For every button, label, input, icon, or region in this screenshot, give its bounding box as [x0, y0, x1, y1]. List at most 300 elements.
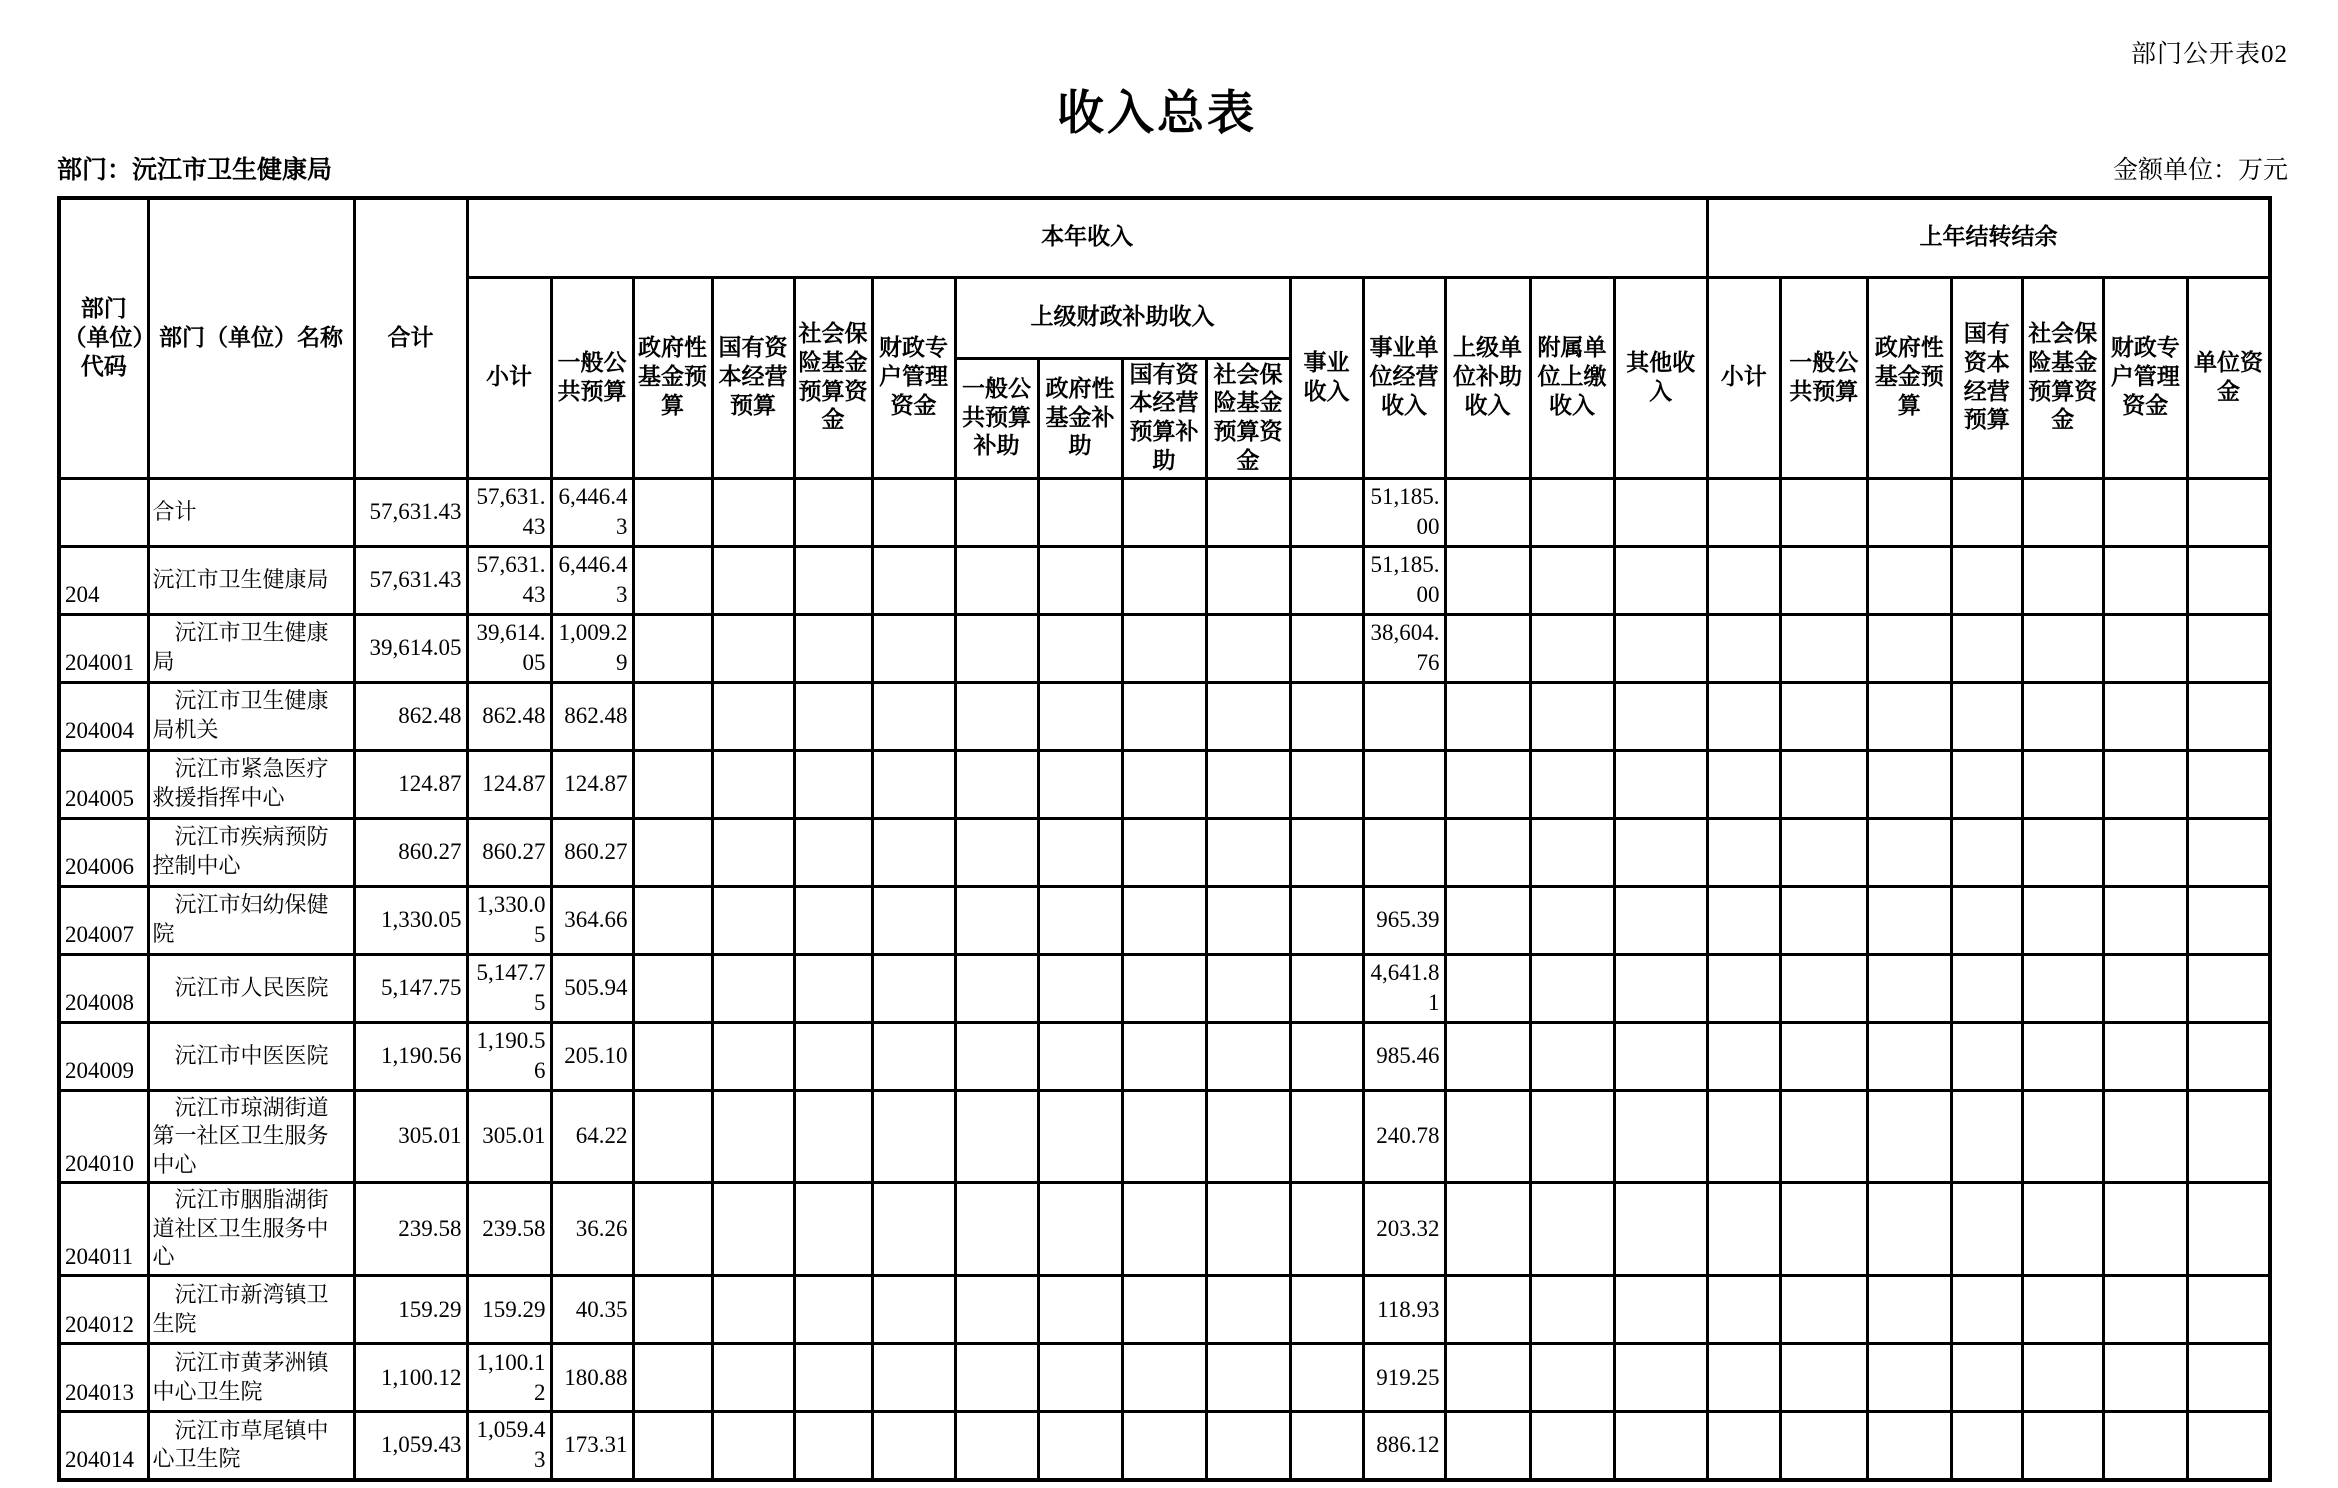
- value-cell: [2187, 1276, 2270, 1344]
- value-cell: [1038, 478, 1122, 546]
- value-cell: 860.27: [354, 818, 467, 886]
- name-cell: 沅江市琼湖街道第一社区卫生服务中心: [148, 1090, 354, 1183]
- value-cell: [1614, 750, 1707, 818]
- value-cell: [1206, 1344, 1290, 1412]
- code-cell: [59, 478, 148, 546]
- value-cell: 124.87: [467, 750, 551, 818]
- table-row: [59, 1344, 2270, 1412]
- value-cell: 5,147.75: [467, 954, 551, 1022]
- value-cell: [955, 750, 1038, 818]
- value-cell: [1707, 1090, 1780, 1183]
- value-cell: [1530, 750, 1614, 818]
- value-cell: [712, 1183, 794, 1276]
- code-cell: 204006: [59, 818, 148, 886]
- value-cell: [2187, 1344, 2270, 1412]
- value-cell: [1206, 1276, 1290, 1344]
- value-cell: [1122, 546, 1206, 614]
- value-cell: [1445, 750, 1530, 818]
- value-cell: [1290, 954, 1363, 1022]
- value-cell: 57,631.43: [467, 478, 551, 546]
- value-cell: [2022, 614, 2103, 682]
- value-cell: [955, 818, 1038, 886]
- value-cell: [712, 1276, 794, 1344]
- header-carryover-group: 上年结转结余: [1707, 198, 2270, 277]
- value-cell: 1,059.43: [467, 1412, 551, 1480]
- value-cell: 38,604.76: [1363, 614, 1445, 682]
- value-cell: [1290, 886, 1363, 954]
- value-cell: [794, 1344, 872, 1412]
- value-cell: [2103, 1183, 2187, 1276]
- value-cell: [2022, 750, 2103, 818]
- value-cell: 57,631.43: [354, 478, 467, 546]
- value-cell: [955, 1344, 1038, 1412]
- value-cell: [1614, 1276, 1707, 1344]
- value-cell: [712, 1412, 794, 1480]
- value-cell: [2103, 1022, 2187, 1090]
- value-cell: [1206, 682, 1290, 750]
- value-cell: [794, 1022, 872, 1090]
- value-cell: [1780, 614, 1867, 682]
- value-cell: [1206, 546, 1290, 614]
- value-cell: 1,330.05: [354, 886, 467, 954]
- value-cell: [955, 614, 1038, 682]
- value-cell: [1951, 614, 2022, 682]
- header-cy-general-budget: 一般公共预算: [551, 277, 633, 478]
- value-cell: [794, 954, 872, 1022]
- value-cell: [1530, 954, 1614, 1022]
- header-cy-gov-fund: 政府性基金预算: [633, 277, 712, 478]
- value-cell: [872, 1022, 955, 1090]
- value-cell: [1530, 1022, 1614, 1090]
- value-cell: [633, 1022, 712, 1090]
- value-cell: [2187, 546, 2270, 614]
- name-cell: 沅江市人民医院: [148, 954, 354, 1022]
- value-cell: [1707, 1344, 1780, 1412]
- value-cell: [1290, 478, 1363, 546]
- name-cell: 沅江市新湾镇卫生院: [148, 1276, 354, 1344]
- value-cell: [1445, 1412, 1530, 1480]
- header-co-gov-fund: 政府性基金预算: [1867, 277, 1951, 478]
- table-row: [59, 1412, 2270, 1480]
- code-cell: 204: [59, 546, 148, 614]
- value-cell: 51,185.00: [1363, 478, 1445, 546]
- value-cell: [1780, 478, 1867, 546]
- value-cell: [1867, 1090, 1951, 1183]
- value-cell: [1290, 1090, 1363, 1183]
- value-cell: [1206, 818, 1290, 886]
- name-cell: 合计: [148, 478, 354, 546]
- value-cell: [1290, 614, 1363, 682]
- value-cell: [712, 818, 794, 886]
- value-cell: [1951, 1183, 2022, 1276]
- value-cell: [1867, 1022, 1951, 1090]
- value-cell: [712, 750, 794, 818]
- value-cell: [712, 614, 794, 682]
- value-cell: [1951, 546, 2022, 614]
- value-cell: 240.78: [1363, 1090, 1445, 1183]
- value-cell: [1206, 1183, 1290, 1276]
- value-cell: [1530, 1183, 1614, 1276]
- value-cell: [955, 1276, 1038, 1344]
- value-cell: [794, 1412, 872, 1480]
- value-cell: [955, 886, 1038, 954]
- value-cell: [1290, 682, 1363, 750]
- value-cell: [1951, 1412, 2022, 1480]
- value-cell: [1445, 682, 1530, 750]
- value-cell: [2022, 1090, 2103, 1183]
- value-cell: 860.27: [551, 818, 633, 886]
- value-cell: [794, 1183, 872, 1276]
- value-cell: [1038, 1412, 1122, 1480]
- value-cell: [794, 1276, 872, 1344]
- value-cell: [1951, 750, 2022, 818]
- table-row: [59, 1276, 2270, 1344]
- value-cell: [633, 750, 712, 818]
- value-cell: [2187, 750, 2270, 818]
- value-cell: 305.01: [467, 1090, 551, 1183]
- value-cell: [1363, 682, 1445, 750]
- value-cell: [955, 682, 1038, 750]
- header-co-social-insurance: 社会保险基金预算资金: [2022, 277, 2103, 478]
- header-co-unit-fund: 单位资金: [2187, 277, 2270, 478]
- value-cell: 173.31: [551, 1412, 633, 1480]
- value-cell: [1038, 954, 1122, 1022]
- value-cell: [1707, 1022, 1780, 1090]
- value-cell: [712, 682, 794, 750]
- value-cell: [1038, 1090, 1122, 1183]
- value-cell: [1614, 1412, 1707, 1480]
- value-cell: [1122, 886, 1206, 954]
- value-cell: [1445, 478, 1530, 546]
- value-cell: [1445, 1344, 1530, 1412]
- value-cell: [1445, 1183, 1530, 1276]
- value-cell: [955, 478, 1038, 546]
- value-cell: [1122, 614, 1206, 682]
- value-cell: [1530, 886, 1614, 954]
- value-cell: [1780, 1344, 1867, 1412]
- value-cell: [2022, 682, 2103, 750]
- value-cell: [2022, 1276, 2103, 1344]
- table-row: [59, 1183, 2270, 1276]
- code-cell: 204010: [59, 1090, 148, 1183]
- value-cell: 39,614.05: [467, 614, 551, 682]
- value-cell: [1290, 1412, 1363, 1480]
- value-cell: 1,059.43: [354, 1412, 467, 1480]
- value-cell: [633, 1183, 712, 1276]
- value-cell: [1867, 478, 1951, 546]
- value-cell: [1445, 818, 1530, 886]
- table-row: [59, 614, 2270, 682]
- value-cell: 36.26: [551, 1183, 633, 1276]
- name-cell: 沅江市胭脂湖街道社区卫生服务中心: [148, 1183, 354, 1276]
- value-cell: [1951, 1090, 2022, 1183]
- value-cell: 1,100.12: [354, 1344, 467, 1412]
- value-cell: [1867, 750, 1951, 818]
- value-cell: [1122, 1022, 1206, 1090]
- value-cell: [1445, 1090, 1530, 1183]
- value-cell: [1707, 750, 1780, 818]
- value-cell: [1530, 1412, 1614, 1480]
- value-cell: [1867, 682, 1951, 750]
- value-cell: [1530, 1344, 1614, 1412]
- value-cell: [872, 546, 955, 614]
- value-cell: [2022, 1344, 2103, 1412]
- value-cell: [1614, 614, 1707, 682]
- value-cell: [872, 818, 955, 886]
- value-cell: [1707, 886, 1780, 954]
- code-cell: 204009: [59, 1022, 148, 1090]
- value-cell: [1614, 886, 1707, 954]
- value-cell: [872, 478, 955, 546]
- value-cell: [1530, 1276, 1614, 1344]
- table-row: [59, 682, 2270, 750]
- value-cell: [1780, 954, 1867, 1022]
- value-cell: [1206, 1412, 1290, 1480]
- value-cell: [1780, 1183, 1867, 1276]
- value-cell: 51,185.00: [1363, 546, 1445, 614]
- value-cell: [633, 886, 712, 954]
- value-cell: [1780, 546, 1867, 614]
- value-cell: [2187, 614, 2270, 682]
- value-cell: [955, 954, 1038, 1022]
- value-cell: [1867, 1344, 1951, 1412]
- value-cell: [1445, 1022, 1530, 1090]
- value-cell: [872, 1183, 955, 1276]
- value-cell: [1206, 750, 1290, 818]
- value-cell: [1038, 818, 1122, 886]
- header-cy-state-capital: 国有资本经营预算: [712, 277, 794, 478]
- value-cell: [1867, 546, 1951, 614]
- value-cell: [1206, 478, 1290, 546]
- value-cell: 919.25: [1363, 1344, 1445, 1412]
- table-row: [59, 1022, 2270, 1090]
- value-cell: [712, 1090, 794, 1183]
- value-cell: [872, 1412, 955, 1480]
- value-cell: [955, 546, 1038, 614]
- value-cell: [1038, 1022, 1122, 1090]
- page-title: 收入总表: [1057, 88, 1257, 140]
- value-cell: [633, 1276, 712, 1344]
- value-cell: [2022, 818, 2103, 886]
- value-cell: [1290, 1183, 1363, 1276]
- header-code: 部门（单位）代码: [59, 198, 148, 478]
- value-cell: [1707, 818, 1780, 886]
- header-cy-operating-income: 事业单位经营收入: [1363, 277, 1445, 478]
- value-cell: [1951, 478, 2022, 546]
- value-cell: [1614, 682, 1707, 750]
- header-cy-subordinate-remit: 附属单位上缴收入: [1530, 277, 1614, 478]
- value-cell: 965.39: [1363, 886, 1445, 954]
- value-cell: [1707, 546, 1780, 614]
- value-cell: [2103, 682, 2187, 750]
- table-header: [59, 198, 2270, 478]
- unit-label: 金额单位：万元: [2112, 157, 2288, 184]
- value-cell: [1038, 750, 1122, 818]
- value-cell: [2103, 1090, 2187, 1183]
- name-cell: 沅江市卫生健康局: [148, 546, 354, 614]
- value-cell: [2187, 954, 2270, 1022]
- value-cell: [1122, 818, 1206, 886]
- table-row: [59, 1090, 2270, 1183]
- value-cell: 5,147.75: [354, 954, 467, 1022]
- value-cell: 124.87: [551, 750, 633, 818]
- value-cell: [1290, 1276, 1363, 1344]
- value-cell: [1530, 614, 1614, 682]
- value-cell: [633, 1090, 712, 1183]
- value-cell: [2022, 954, 2103, 1022]
- value-cell: [2103, 818, 2187, 886]
- value-cell: [2187, 1412, 2270, 1480]
- value-cell: [1038, 682, 1122, 750]
- value-cell: [794, 546, 872, 614]
- value-cell: [1290, 750, 1363, 818]
- value-cell: 1,190.56: [467, 1022, 551, 1090]
- value-cell: [633, 818, 712, 886]
- header-cy-superior-subsidy: 上级单位补助收入: [1445, 277, 1530, 478]
- value-cell: 6,446.43: [551, 546, 633, 614]
- value-cell: [1122, 954, 1206, 1022]
- table-body: [59, 478, 2270, 1480]
- value-cell: [1707, 954, 1780, 1022]
- table-row: [59, 818, 2270, 886]
- value-cell: [1206, 1022, 1290, 1090]
- value-cell: [1780, 886, 1867, 954]
- value-cell: [794, 750, 872, 818]
- value-cell: [1780, 1276, 1867, 1344]
- value-cell: [2022, 1183, 2103, 1276]
- value-cell: [1038, 1183, 1122, 1276]
- header-co-state-capital: 国有资本经营预算: [1951, 277, 2022, 478]
- value-cell: [1122, 1183, 1206, 1276]
- value-cell: [1614, 478, 1707, 546]
- value-cell: [633, 614, 712, 682]
- value-cell: [633, 478, 712, 546]
- value-cell: [1614, 954, 1707, 1022]
- value-cell: [794, 886, 872, 954]
- code-cell: 204005: [59, 750, 148, 818]
- value-cell: [1530, 546, 1614, 614]
- header-subsidy-general-budget: 一般公共预算补助: [955, 358, 1038, 478]
- name-cell: 沅江市疾病预防控制中心: [148, 818, 354, 886]
- value-cell: [794, 818, 872, 886]
- table-row: [59, 478, 2270, 546]
- value-cell: [2022, 478, 2103, 546]
- value-cell: [1867, 886, 1951, 954]
- value-cell: [2103, 954, 2187, 1022]
- value-cell: 64.22: [551, 1090, 633, 1183]
- header-cy-other-income: 其他收入: [1614, 277, 1707, 478]
- code-cell: 204014: [59, 1412, 148, 1480]
- value-cell: [1122, 1090, 1206, 1183]
- value-cell: [1951, 682, 2022, 750]
- value-cell: [794, 682, 872, 750]
- value-cell: [2187, 818, 2270, 886]
- header-cy-subtotal: 小计: [467, 277, 551, 478]
- value-cell: [1614, 1344, 1707, 1412]
- name-cell: 沅江市紧急医疗救援指挥中心: [148, 750, 354, 818]
- value-cell: [1614, 1022, 1707, 1090]
- header-total: 合计: [354, 198, 467, 478]
- value-cell: [1290, 818, 1363, 886]
- header-cy-business-income: 事业收入: [1290, 277, 1363, 478]
- code-cell: 204012: [59, 1276, 148, 1344]
- value-cell: [872, 614, 955, 682]
- value-cell: [872, 750, 955, 818]
- value-cell: [633, 954, 712, 1022]
- header-co-fiscal-account: 财政专户管理资金: [2103, 277, 2187, 478]
- header-subsidy-state-capital: 国有资本经营预算补助: [1122, 358, 1206, 478]
- value-cell: 305.01: [354, 1090, 467, 1183]
- value-cell: [2103, 546, 2187, 614]
- value-cell: [2187, 682, 2270, 750]
- value-cell: [1867, 1412, 1951, 1480]
- value-cell: [955, 1183, 1038, 1276]
- value-cell: [1445, 886, 1530, 954]
- value-cell: [712, 954, 794, 1022]
- value-cell: [2103, 478, 2187, 546]
- value-cell: [2022, 886, 2103, 954]
- value-cell: [1122, 1276, 1206, 1344]
- value-cell: 159.29: [354, 1276, 467, 1344]
- table-row: [59, 546, 2270, 614]
- value-cell: [712, 478, 794, 546]
- table-row: [59, 886, 2270, 954]
- value-cell: [712, 546, 794, 614]
- value-cell: 124.87: [354, 750, 467, 818]
- value-cell: [872, 886, 955, 954]
- value-cell: 159.29: [467, 1276, 551, 1344]
- value-cell: 1,330.05: [467, 886, 551, 954]
- value-cell: [1206, 614, 1290, 682]
- value-cell: [1038, 614, 1122, 682]
- value-cell: [1206, 1090, 1290, 1183]
- value-cell: [1614, 818, 1707, 886]
- value-cell: [2103, 750, 2187, 818]
- value-cell: [872, 1344, 955, 1412]
- value-cell: 860.27: [467, 818, 551, 886]
- value-cell: [1780, 1022, 1867, 1090]
- value-cell: [1707, 1276, 1780, 1344]
- header-cy-social-insurance: 社会保险基金预算资金: [794, 277, 872, 478]
- value-cell: 1,009.29: [551, 614, 633, 682]
- doc-number: 部门公开表02: [2130, 41, 2288, 68]
- value-cell: 862.48: [551, 682, 633, 750]
- value-cell: 6,446.43: [551, 478, 633, 546]
- value-cell: [1867, 614, 1951, 682]
- value-cell: [2022, 1022, 2103, 1090]
- value-cell: [1951, 1022, 2022, 1090]
- value-cell: [1867, 954, 1951, 1022]
- table-row: [59, 750, 2270, 818]
- name-cell: 沅江市卫生健康局机关: [148, 682, 354, 750]
- value-cell: 57,631.43: [467, 546, 551, 614]
- value-cell: [1951, 954, 2022, 1022]
- value-cell: [1445, 954, 1530, 1022]
- value-cell: [1290, 1022, 1363, 1090]
- value-cell: [1038, 546, 1122, 614]
- value-cell: 40.35: [551, 1276, 633, 1344]
- value-cell: [1122, 1344, 1206, 1412]
- value-cell: [1363, 750, 1445, 818]
- value-cell: 239.58: [354, 1183, 467, 1276]
- value-cell: [872, 1090, 955, 1183]
- value-cell: 1,100.12: [467, 1344, 551, 1412]
- header-cy-fiscal-account: 财政专户管理资金: [872, 277, 955, 478]
- header-subsidy-gov-fund: 政府性基金补助: [1038, 358, 1122, 478]
- value-cell: [2103, 1412, 2187, 1480]
- value-cell: 862.48: [467, 682, 551, 750]
- value-cell: [1122, 682, 1206, 750]
